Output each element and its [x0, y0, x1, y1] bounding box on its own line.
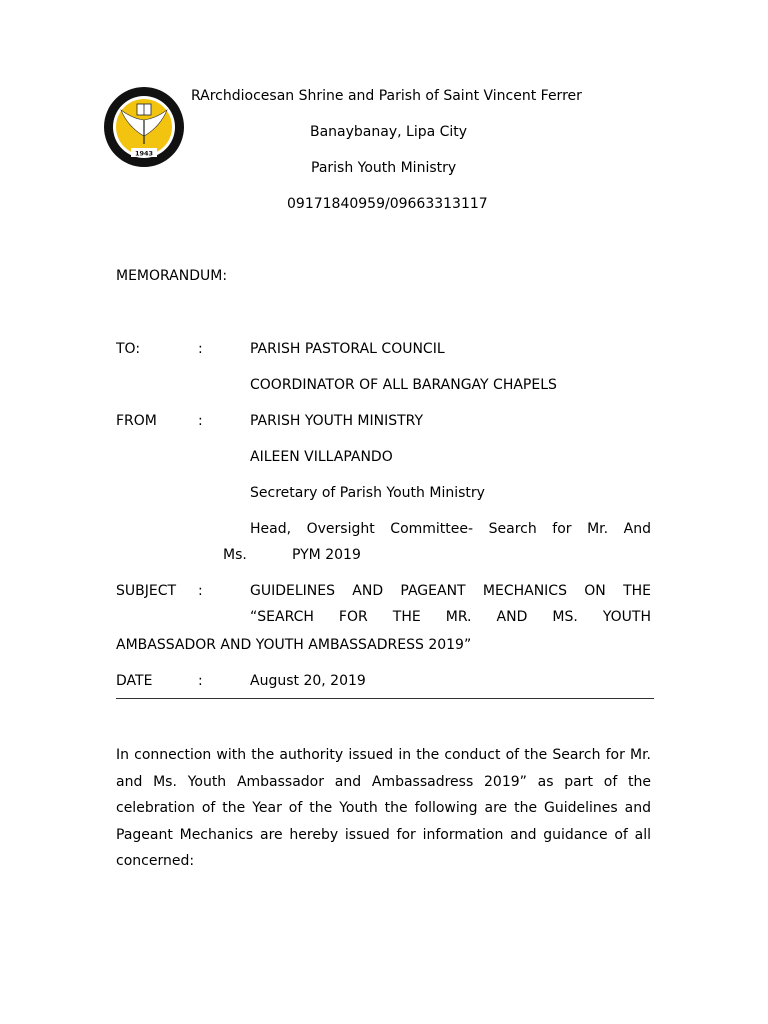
from-line-3: Secretary of Parish Youth Ministry — [250, 485, 485, 501]
from-label: FROM — [116, 413, 157, 429]
horizontal-rule — [116, 698, 654, 699]
to-line-2: COORDINATOR OF ALL BARANGAY CHAPELS — [250, 377, 557, 393]
from-cont-rest: PYM 2019 — [292, 547, 361, 563]
body-line: In connection with the authority issued in the conduct of the Search for Mr. — [116, 747, 651, 763]
header-phone: 09171840959/09663313117 — [287, 196, 488, 212]
to-line-1: PARISH PASTORAL COUNCIL — [250, 341, 445, 357]
subject-line-2: “SEARCH FOR THE MR. AND MS. YOUTH — [250, 609, 651, 625]
header-address: Banaybanay, Lipa City — [310, 124, 468, 140]
from-line-2: AILEEN VILLAPANDO — [250, 449, 393, 465]
date-value: August 20, 2019 — [250, 673, 366, 689]
date-label: DATE — [116, 673, 153, 689]
body-line: and Ms. Youth Ambassador and Ambassadress 2019” as part of the — [116, 773, 651, 790]
from-cont-ms: Ms. — [223, 547, 247, 563]
parish-youth-ministry-logo — [103, 86, 185, 168]
body-line: Pageant Mechanics are hereby issued for information and guidance of all — [116, 826, 651, 843]
body-line: concerned: — [116, 853, 195, 869]
header-ministry: Parish Youth Ministry — [311, 160, 457, 176]
body-paragraph — [116, 742, 651, 875]
from-line-4: Head, Oversight Committee- Search for Mr. And — [250, 521, 651, 537]
subject-label: SUBJECT — [116, 583, 177, 599]
subject-colon: : — [198, 583, 203, 599]
to-colon: : — [198, 341, 203, 357]
body-line: celebration of the Year of the Youth the following are the Guidelines and — [116, 800, 651, 816]
subject-line-1: GUIDELINES AND PAGEANT MECHANICS ON THE — [250, 583, 651, 599]
date-colon: : — [198, 673, 203, 689]
memo-heading: MEMORANDUM: — [116, 268, 228, 284]
from-colon: : — [198, 413, 203, 429]
to-label: TO: — [116, 341, 141, 357]
logo-year: 1943 — [134, 149, 154, 158]
from-line-1: PARISH YOUTH MINISTRY — [250, 413, 424, 429]
header-parish-name: RArchdiocesan Shrine and Parish of Saint Vincent Ferrer — [191, 88, 582, 104]
subject-line-3: AMBASSADOR AND YOUTH AMBASSADRESS 2019” — [116, 637, 472, 653]
